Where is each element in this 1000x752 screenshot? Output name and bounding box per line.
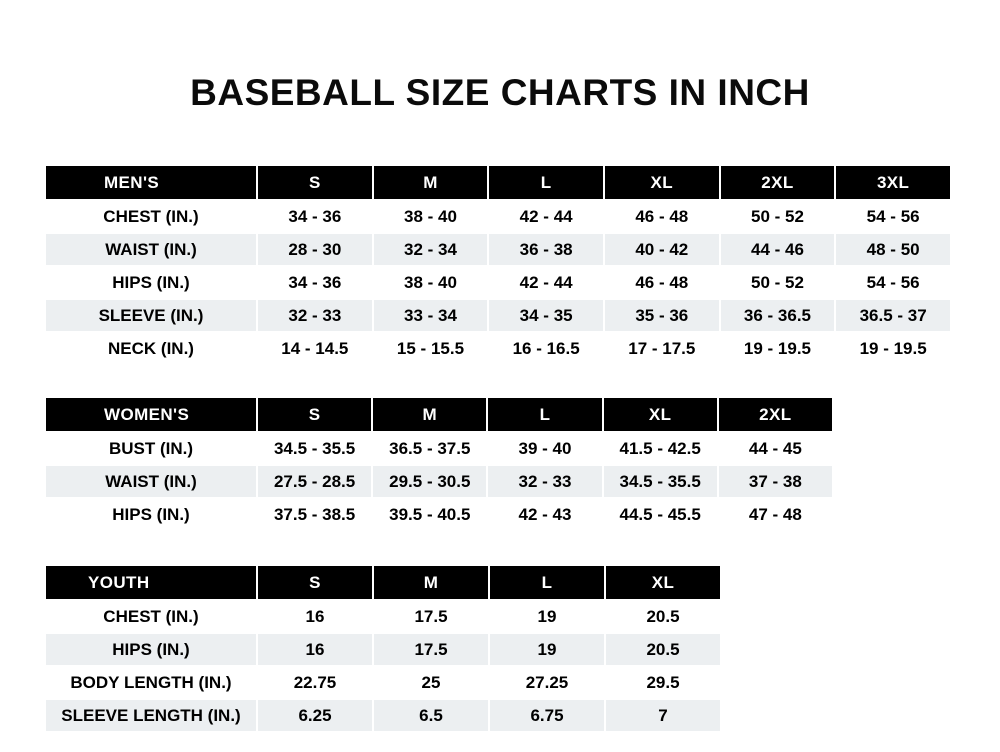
youth-table-body (45, 600, 721, 732)
youth-header-l: L (489, 565, 605, 600)
cell-value: 40 - 42 (604, 233, 720, 266)
table-row (45, 299, 951, 332)
cell-value: 19 - 19.5 (835, 332, 951, 365)
cell-value: 16 - 16.5 (488, 332, 604, 365)
mens-header-xl: XL (604, 165, 720, 200)
youth-header-xl: XL (605, 565, 721, 600)
table-header-row (45, 397, 833, 432)
cell-value: 20.5 (605, 600, 721, 633)
cell-value: 33 - 34 (373, 299, 489, 332)
row-label: SLEEVE LENGTH (IN.) (45, 699, 257, 732)
table-row (45, 200, 951, 233)
mens-size-table (44, 164, 952, 366)
table-row (45, 699, 721, 732)
cell-value: 32 - 34 (373, 233, 489, 266)
cell-value: 36 - 38 (488, 233, 604, 266)
womens-header-category: WOMEN'S (45, 397, 257, 432)
cell-value: 46 - 48 (604, 200, 720, 233)
cell-value: 37 - 38 (718, 465, 833, 498)
mens-header-l: L (488, 165, 604, 200)
cell-value: 19 (489, 600, 605, 633)
womens-header-2xl: 2XL (718, 397, 833, 432)
table-row (45, 600, 721, 633)
cell-value: 50 - 52 (720, 200, 836, 233)
cell-value: 42 - 43 (487, 498, 602, 531)
cell-value: 16 (257, 600, 373, 633)
cell-value: 34 - 36 (257, 266, 373, 299)
row-label: WAIST (IN.) (45, 465, 257, 498)
cell-value: 50 - 52 (720, 266, 836, 299)
cell-value: 44 - 45 (718, 432, 833, 465)
womens-header-xl: XL (603, 397, 718, 432)
cell-value: 6.5 (373, 699, 489, 732)
row-label: WAIST (IN.) (45, 233, 257, 266)
row-label: SLEEVE (IN.) (45, 299, 257, 332)
row-label: HIPS (IN.) (45, 266, 257, 299)
table-row (45, 332, 951, 365)
cell-value: 28 - 30 (257, 233, 373, 266)
row-label: BODY LENGTH (IN.) (45, 666, 257, 699)
page-title: BASEBALL SIZE CHARTS IN INCH (190, 72, 810, 113)
womens-table-body (45, 432, 833, 531)
womens-size-table (44, 396, 834, 532)
cell-value: 27.5 - 28.5 (257, 465, 372, 498)
cell-value: 54 - 56 (835, 266, 951, 299)
cell-value: 42 - 44 (488, 200, 604, 233)
cell-value: 34 - 36 (257, 200, 373, 233)
cell-value: 44.5 - 45.5 (603, 498, 718, 531)
cell-value: 17 - 17.5 (604, 332, 720, 365)
table-row (45, 666, 721, 699)
youth-header-category: YOUTH (45, 565, 257, 600)
cell-value: 22.75 (257, 666, 373, 699)
cell-value: 36.5 - 37 (835, 299, 951, 332)
table-row (45, 465, 833, 498)
row-label: CHEST (IN.) (45, 200, 257, 233)
cell-value: 47 - 48 (718, 498, 833, 531)
cell-value: 6.25 (257, 699, 373, 732)
cell-value: 36.5 - 37.5 (372, 432, 487, 465)
cell-value: 7 (605, 699, 721, 732)
youth-size-table (44, 564, 722, 733)
table-row (45, 432, 833, 465)
cell-value: 27.25 (489, 666, 605, 699)
cell-value: 42 - 44 (488, 266, 604, 299)
mens-table-header (45, 165, 951, 200)
table-row (45, 233, 951, 266)
cell-value: 17.5 (373, 600, 489, 633)
cell-value: 32 - 33 (487, 465, 602, 498)
tables-container (0, 164, 1000, 733)
cell-value: 34 - 35 (488, 299, 604, 332)
youth-table-header (45, 565, 721, 600)
row-label: NECK (IN.) (45, 332, 257, 365)
cell-value: 20.5 (605, 633, 721, 666)
youth-header-m: M (373, 565, 489, 600)
mens-table-body (45, 200, 951, 365)
mens-header-category: MEN'S (45, 165, 257, 200)
cell-value: 14 - 14.5 (257, 332, 373, 365)
mens-header-3xl: 3XL (835, 165, 951, 200)
cell-value: 34.5 - 35.5 (603, 465, 718, 498)
cell-value: 37.5 - 38.5 (257, 498, 372, 531)
table-row (45, 266, 951, 299)
mens-header-m: M (373, 165, 489, 200)
row-label: BUST (IN.) (45, 432, 257, 465)
womens-header-m: M (372, 397, 487, 432)
cell-value: 48 - 50 (835, 233, 951, 266)
cell-value: 39 - 40 (487, 432, 602, 465)
cell-value: 19 (489, 633, 605, 666)
cell-value: 39.5 - 40.5 (372, 498, 487, 531)
cell-value: 32 - 33 (257, 299, 373, 332)
cell-value: 35 - 36 (604, 299, 720, 332)
table-header-row (45, 565, 721, 600)
cell-value: 41.5 - 42.5 (603, 432, 718, 465)
cell-value: 15 - 15.5 (373, 332, 489, 365)
cell-value: 29.5 (605, 666, 721, 699)
cell-value: 19 - 19.5 (720, 332, 836, 365)
cell-value: 16 (257, 633, 373, 666)
row-label: HIPS (IN.) (45, 498, 257, 531)
cell-value: 54 - 56 (835, 200, 951, 233)
table-row (45, 633, 721, 666)
cell-value: 29.5 - 30.5 (372, 465, 487, 498)
cell-value: 25 (373, 666, 489, 699)
cell-value: 46 - 48 (604, 266, 720, 299)
cell-value: 38 - 40 (373, 266, 489, 299)
cell-value: 34.5 - 35.5 (257, 432, 372, 465)
cell-value: 36 - 36.5 (720, 299, 836, 332)
cell-value: 38 - 40 (373, 200, 489, 233)
cell-value: 6.75 (489, 699, 605, 732)
table-header-row (45, 165, 951, 200)
womens-header-l: L (487, 397, 602, 432)
row-label: HIPS (IN.) (45, 633, 257, 666)
youth-header-s: S (257, 565, 373, 600)
mens-header-s: S (257, 165, 373, 200)
womens-header-s: S (257, 397, 372, 432)
table-row (45, 498, 833, 531)
womens-table-header (45, 397, 833, 432)
row-label: CHEST (IN.) (45, 600, 257, 633)
mens-header-2xl: 2XL (720, 165, 836, 200)
cell-value: 17.5 (373, 633, 489, 666)
cell-value: 44 - 46 (720, 233, 836, 266)
